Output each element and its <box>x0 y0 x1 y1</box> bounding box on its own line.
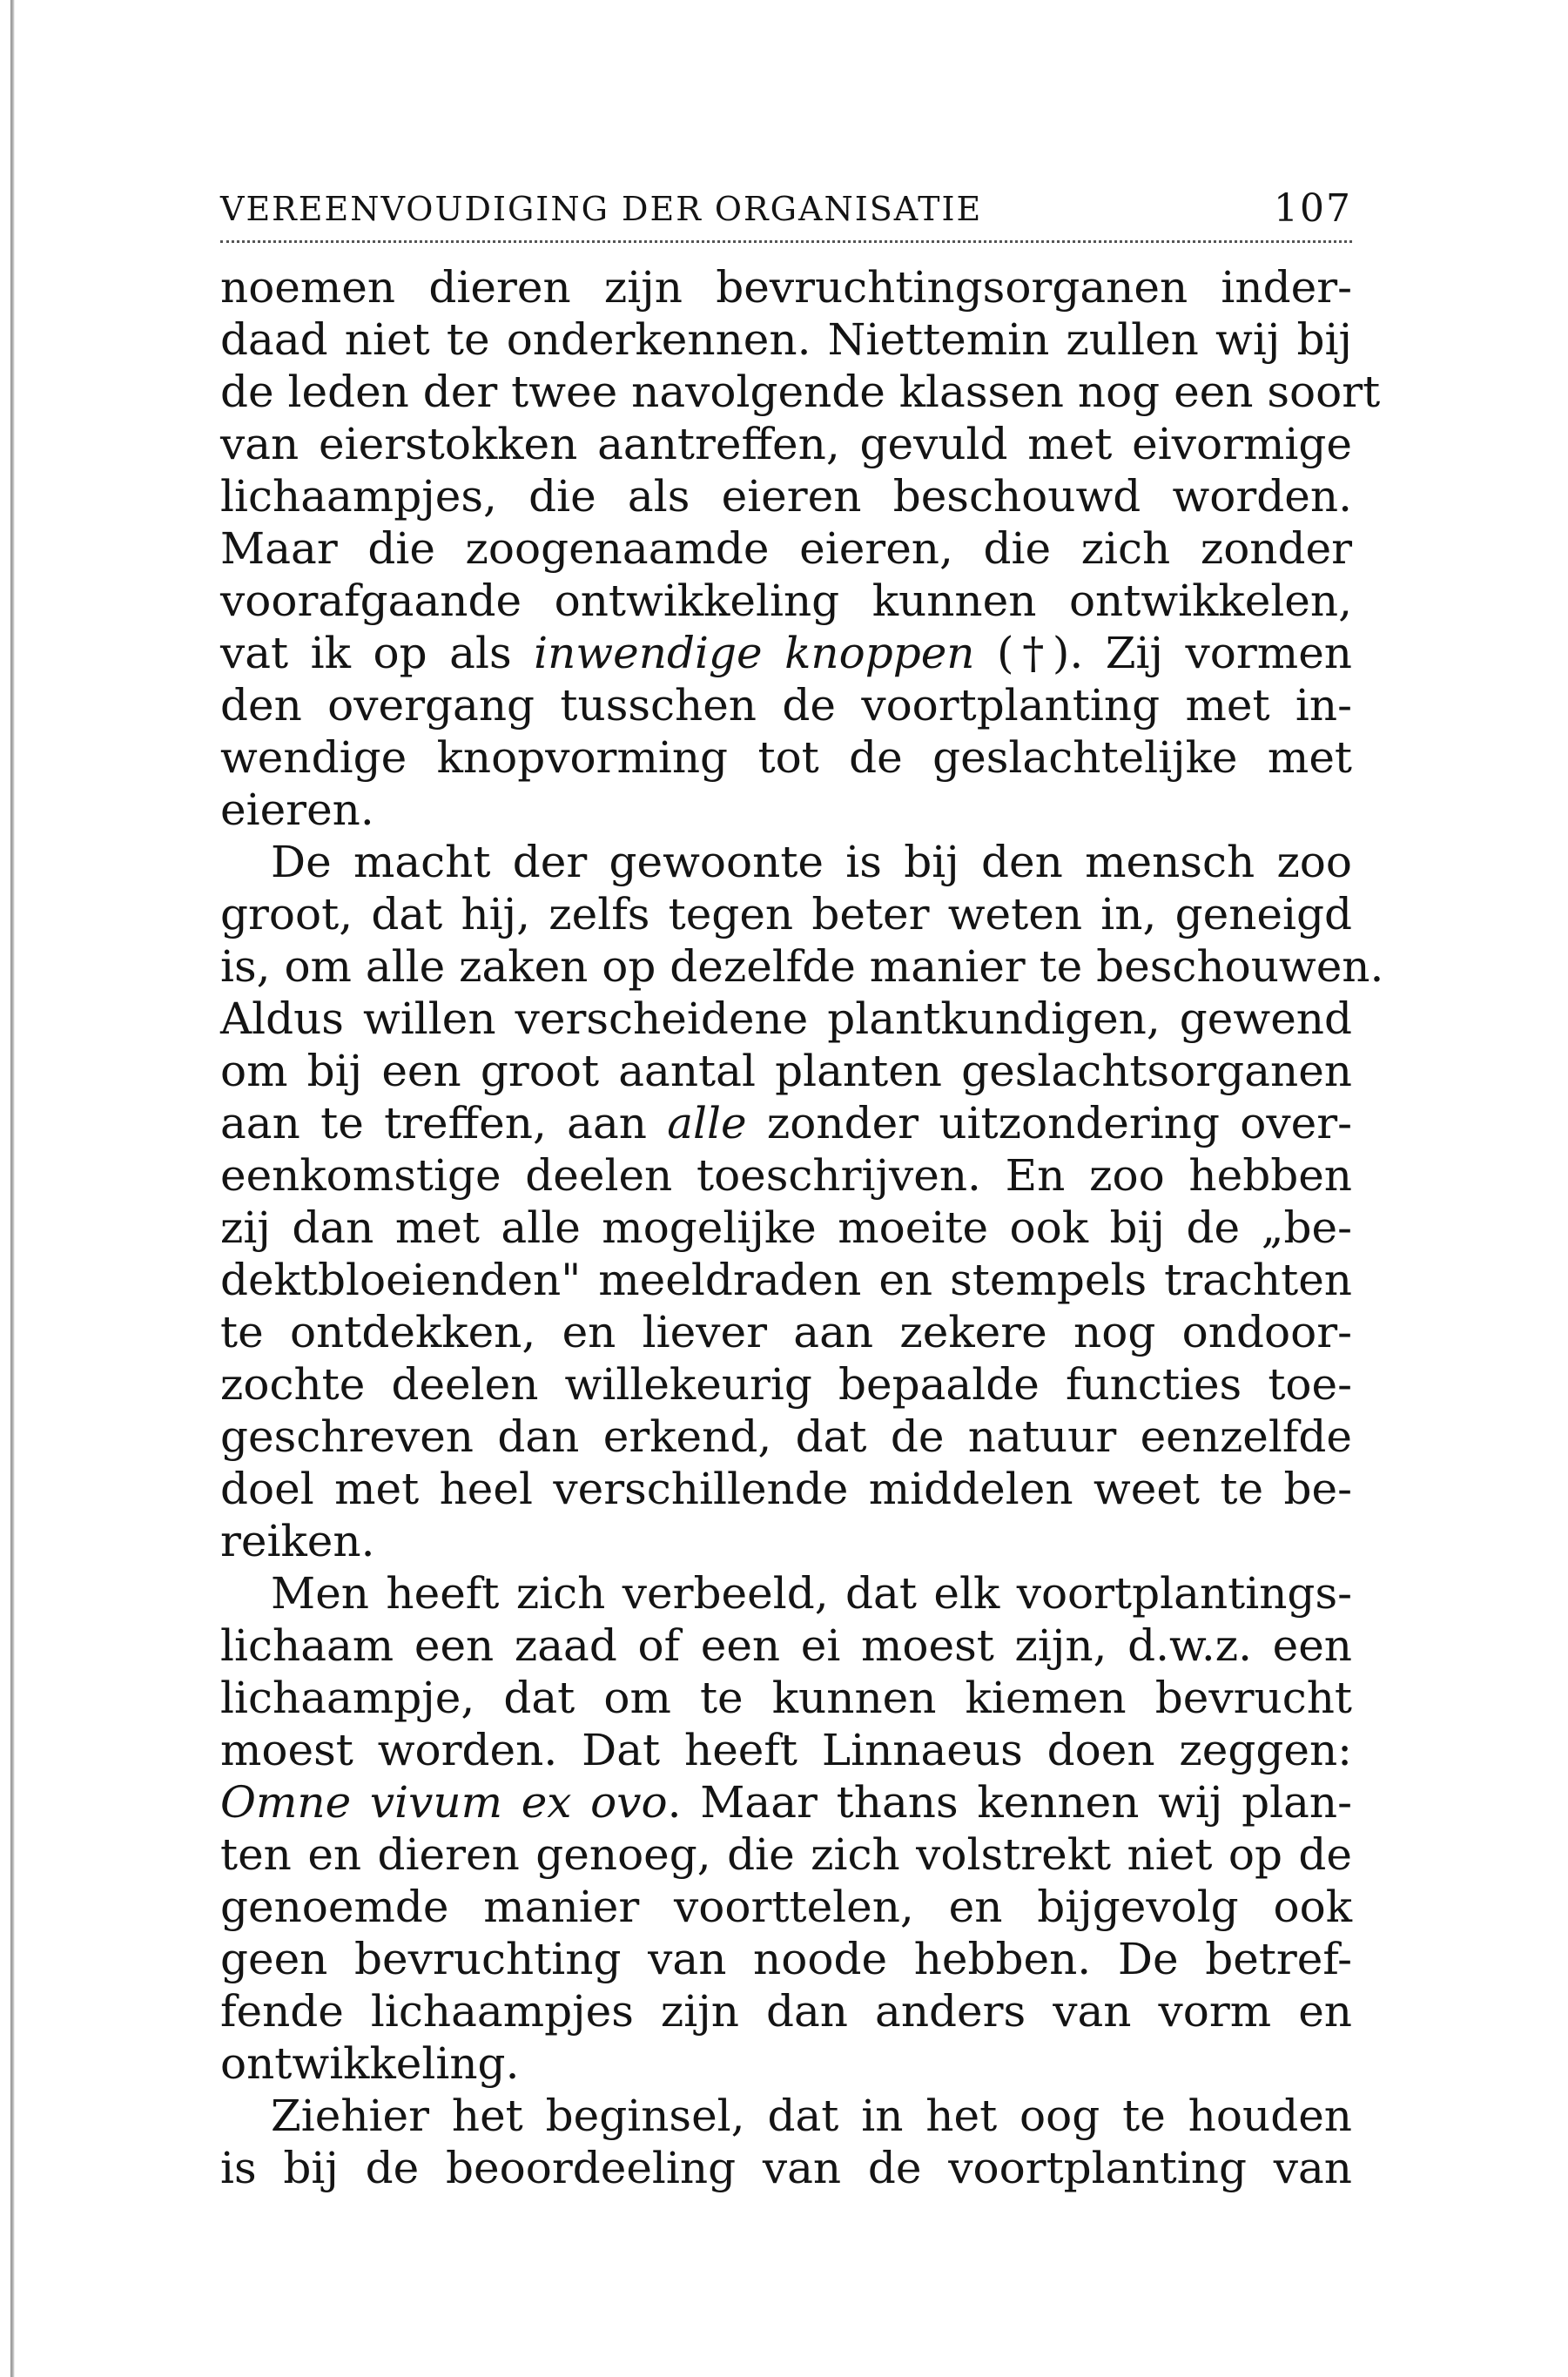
text-line: dektbloeienden" meeldraden en stempels trachten <box>220 1255 1352 1305</box>
text-line: fende lichaampjes zijn dan anders van vorm en <box>220 1986 1352 2037</box>
text-line: genoemde manier voorttelen, en bijgevolg ook <box>220 1882 1352 1932</box>
paragraph-end-line: eieren. <box>220 784 374 835</box>
text-line: Omne vivum ex ovo. Maar thans kennen wij plan- <box>220 1777 1352 1828</box>
text-line: lichaampjes, die als eieren beschouwd worden. <box>220 471 1352 522</box>
text-line: Aldus willen verscheidene plantkundigen, gewend <box>220 993 1352 1044</box>
text-line: vat ik op als inwendige knoppen (†). Zij vormen <box>220 628 1352 678</box>
text-line: van eierstokken aantreffen, gevuld met eivormige <box>220 419 1352 469</box>
scan-edge-shadow <box>10 0 15 2377</box>
paragraph-start-line: Men heeft zich verbeeld, dat elk voortplantings- <box>271 1568 1352 1619</box>
text-line: noemen dieren zijn bevruchtingsorganen inder- <box>220 262 1352 313</box>
header-rule <box>220 240 1352 243</box>
page-number: 107 <box>1274 186 1352 231</box>
text-line: om bij een groot aantal planten geslachtsorganen <box>220 1046 1352 1096</box>
paragraph-start-line: Ziehier het beginsel, dat in het oog te houden <box>271 2091 1352 2141</box>
text-line: voorafgaande ontwikkeling kunnen ontwikkelen, <box>220 576 1352 626</box>
running-title: VEREENVOUDIGING DER ORGANISATIE <box>220 190 983 228</box>
text-line: te ontdekken, en liever aan zekere nog ondoor- <box>220 1307 1352 1357</box>
text-line: zochte deelen willekeurig bepaalde functies toe- <box>220 1359 1352 1410</box>
italic-term: Omne vivum ex ovo <box>220 1777 668 1828</box>
text-line: ten en dieren genoeg, die zich volstrekt niet op de <box>220 1829 1352 1880</box>
text-line: moest worden. Dat heeft Linnaeus doen zeggen: <box>220 1725 1352 1775</box>
text-line: groot, dat hij, zelfs tegen beter weten in, geneigd <box>220 889 1352 939</box>
text-line: wendige knopvorming tot de geslachtelijke met <box>220 732 1352 783</box>
text-line: lichaampje, dat om te kunnen kiemen bevrucht <box>220 1673 1352 1723</box>
text-line: geschreven dan erkend, dat de natuur eenzelfde <box>220 1411 1352 1462</box>
text-line: doel met heel verschillende middelen weet te be- <box>220 1464 1352 1514</box>
italic-term: alle <box>667 1098 747 1148</box>
text-line: Maar die zoogenaamde eieren, die zich zonder <box>220 523 1352 574</box>
text-line: zij dan met alle mogelijke moeite ook bij de „be- <box>220 1202 1352 1253</box>
text-line: lichaam een zaad of een ei moest zijn, d.w.z. een <box>220 1620 1352 1671</box>
text-line: geen bevruchting van noode hebben. De betref- <box>220 1934 1352 1984</box>
paragraph-end-line: ontwikkeling. <box>220 2038 520 2089</box>
italic-term: inwendige knoppen <box>534 628 975 678</box>
paragraph-start-line: De macht der gewoonte is bij den mensch zoo <box>271 837 1352 887</box>
text-line: den overgang tusschen de voortplanting met in- <box>220 680 1352 731</box>
text-line: daad niet te onderkennen. Niettemin zullen wij bij <box>220 314 1352 365</box>
body-text <box>220 261 1384 2194</box>
page-header <box>220 183 1352 244</box>
text-line: de leden der twee navolgende klassen nog een soort <box>220 367 1381 417</box>
paragraph-end-line: reiken. <box>220 1516 375 1566</box>
text-line: aan te treffen, aan alle zonder uitzondering over- <box>220 1098 1352 1148</box>
text-line: is, om alle zaken op dezelfde manier te beschouwen. <box>220 941 1384 992</box>
text-line: is bij de beoordeeling van de voortplanting van <box>220 2143 1352 2193</box>
text-line: eenkomstige deelen toeschrijven. En zoo hebben <box>220 1150 1352 1201</box>
